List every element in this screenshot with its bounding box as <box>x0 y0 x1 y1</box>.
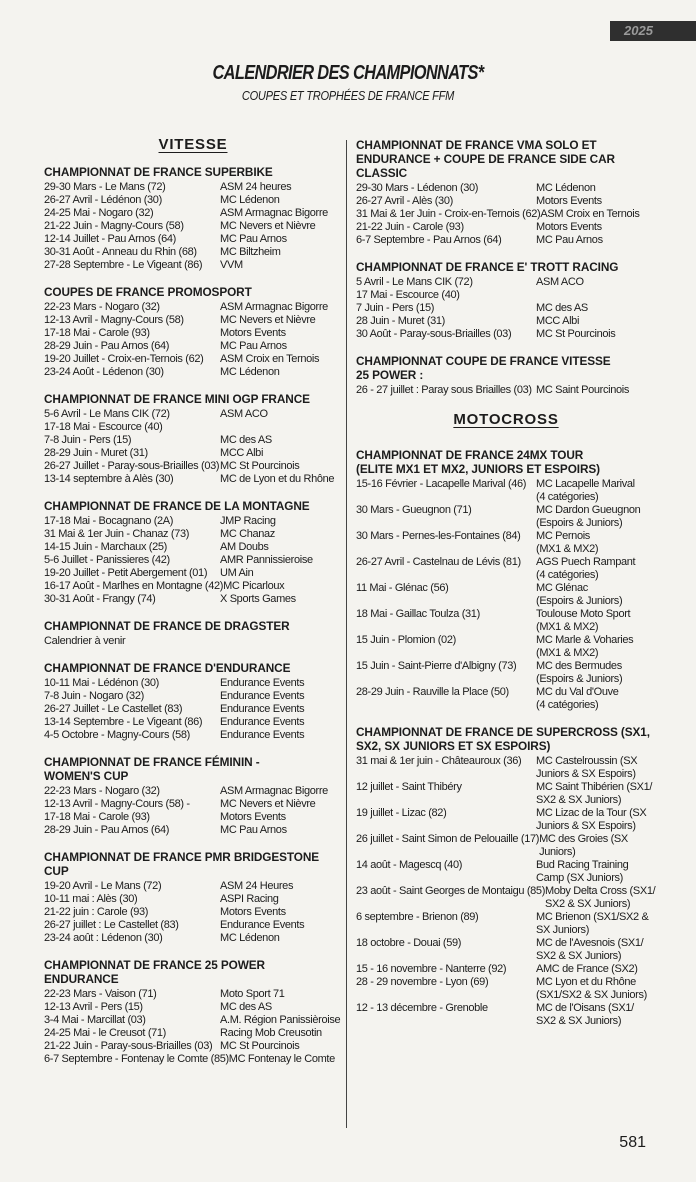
event-club: ASPI Racing <box>220 893 279 905</box>
event-row <box>356 504 656 530</box>
event-club: MC Nevers et Nièvre <box>220 798 316 810</box>
event-club: Endurance Events <box>220 703 305 715</box>
left-column <box>44 138 342 1079</box>
event-row <box>44 301 342 314</box>
event-row <box>356 384 656 397</box>
event-date-location: 28-29 Juin - Rauville la Place (50) <box>356 686 509 698</box>
event-club: MC des AS <box>220 1001 272 1013</box>
event-date-location: 5-6 Juillet - Panissieres (42) <box>44 554 170 566</box>
championship-block <box>356 260 656 341</box>
event-club: AMC de France (SX2) <box>536 963 638 975</box>
event-date-location: 4-5 Octobre - Magny-Cours (58) <box>44 729 190 741</box>
page-title: CALENDRIER DES CHAMPIONNATS* <box>212 62 484 84</box>
event-club: Toulouse Moto Sport (MX1 & MX2) <box>536 608 631 633</box>
event-row <box>356 315 656 328</box>
event-club: MC de l'Avesnois (SX1/ SX2 & SX Juniors) <box>536 937 644 962</box>
event-date-location: 19 juillet - Lizac (82) <box>356 807 447 819</box>
event-date-location: 12 juillet - Saint Thibéry <box>356 781 462 793</box>
event-row <box>356 302 656 315</box>
championship-title: CHAMPIONNAT DE FRANCE MINI OGP FRANCE <box>44 392 310 406</box>
event-club: AM Doubs <box>220 541 269 553</box>
event-club: MC des Groies (SX Juniors) <box>539 833 628 858</box>
event-row <box>44 785 342 798</box>
event-club: Motors Events <box>536 195 602 207</box>
event-date-location: 15 Juin - Plomion (02) <box>356 634 456 646</box>
event-club: ASM 24 Heures <box>220 880 294 892</box>
event-row <box>44 703 342 716</box>
event-club: AMR Pannissieroise <box>220 554 313 566</box>
event-club: Motors Events <box>220 327 286 339</box>
championship-block <box>356 725 656 1028</box>
event-row <box>44 1053 342 1066</box>
event-club: UM Ain <box>220 567 254 579</box>
event-date-location: 22-23 Mars - Nogaro (32) <box>44 785 160 797</box>
event-row <box>44 880 342 893</box>
event-date-location: 12-14 Juillet - Pau Arnos (64) <box>44 233 176 245</box>
event-date-location: 26-27 Avril - Lédénon (30) <box>44 194 162 206</box>
event-club: MC de l'Oisans (SX1/ SX2 & SX Juniors) <box>536 1002 634 1027</box>
event-club: MC St Pourcinois <box>220 1040 300 1052</box>
event-date-location: 26-27 juillet : Le Castellet (83) <box>44 919 179 931</box>
event-date-location: 17-18 Mai - Carole (93) <box>44 811 150 823</box>
event-club: MC des Bermudes (Espoirs & Juniors) <box>536 660 623 685</box>
event-club <box>220 421 342 434</box>
event-date-location: 29-30 Mars - Le Mans (72) <box>44 181 166 193</box>
event-club: MC Chanaz <box>220 528 275 540</box>
event-row <box>44 515 342 528</box>
championship-title: CHAMPIONNAT DE FRANCE VMA SOLO ET ENDURANCE + COUPE DE FRANCE SIDE CAR CLASSIC <box>356 138 615 180</box>
event-date-location: 12 - 13 décembre - Grenoble <box>356 1002 488 1014</box>
event-club: Endurance Events <box>220 677 305 689</box>
championship-title: CHAMPIONNAT DE FRANCE DE LA MONTAGNE <box>44 499 310 513</box>
event-date-location: 30 Août - Paray-sous-Briailles (03) <box>356 328 512 340</box>
event-date-location: 24-25 Mai - le Creusot (71) <box>44 1027 166 1039</box>
event-date-location: 19-20 Juillet - Croix-en-Ternois (62) <box>44 353 204 365</box>
event-date-location: 21-22 Juin - Paray-sous-Briailles (03) <box>44 1040 213 1052</box>
championship-block <box>44 285 342 379</box>
event-date-location: 14 août - Magescq (40) <box>356 859 463 871</box>
event-club: MC St Pourcinois <box>536 328 616 340</box>
event-row <box>44 194 342 207</box>
championship-title: CHAMPIONNAT COUPE DE FRANCE VITESSE 25 POWER : <box>356 354 611 382</box>
event-club: MC Dardon Gueugnon (Espoirs & Juniors) <box>536 504 641 529</box>
right-column <box>356 138 656 1041</box>
event-row <box>356 911 656 937</box>
event-date-location: 15 - 16 novembre - Nanterre (92) <box>356 963 507 975</box>
event-row <box>356 530 656 556</box>
event-row <box>44 690 342 703</box>
event-row <box>44 893 342 906</box>
championship-title: CHAMPIONNAT DE FRANCE FÉMININ - WOMEN'S CUP <box>44 755 260 783</box>
event-row <box>44 473 342 486</box>
event-row <box>44 327 342 340</box>
event-date-location: 17-18 Mai - Escource (40) <box>44 421 163 433</box>
section-heading-motocross: MOTOCROSS <box>453 411 559 428</box>
event-club: MC Pau Arnos <box>536 234 603 246</box>
event-club: MC Fontenay le Comte <box>228 1053 335 1065</box>
event-row <box>356 1002 656 1028</box>
championship-block <box>44 958 342 1066</box>
championship-title: CHAMPIONNAT DE FRANCE PMR BRIDGESTONE CUP <box>44 850 320 878</box>
event-row <box>44 811 342 824</box>
event-row <box>44 580 342 593</box>
event-row <box>44 919 342 932</box>
event-row <box>356 195 656 208</box>
event-date-location: 21-22 juin : Carole (93) <box>44 906 149 918</box>
event-row <box>356 289 656 302</box>
event-row <box>356 937 656 963</box>
event-row <box>44 554 342 567</box>
event-row <box>44 207 342 220</box>
championship-block <box>44 165 342 272</box>
event-row <box>44 906 342 919</box>
event-row <box>44 421 342 434</box>
event-club: A.M. Région Panissièroise <box>220 1014 341 1026</box>
event-row <box>356 556 656 582</box>
event-date-location: 13-14 Septembre - Le Vigeant (86) <box>44 716 203 728</box>
event-club: Racing Mob Creusotin <box>220 1027 322 1039</box>
event-date-location: 28 Juin - Muret (31) <box>356 315 445 327</box>
event-club: MC des AS <box>220 434 272 446</box>
event-club: MC Castelroussin (SX Juniors & SX Espoirs) <box>536 755 638 780</box>
event-date-location: 12-13 Avril - Magny-Cours (58) <box>44 314 184 326</box>
championship-block <box>356 138 656 247</box>
event-date-location: 31 Mai & 1er Juin - Croix-en-Ternois (62) <box>356 208 541 220</box>
event-row <box>356 781 656 807</box>
event-row <box>44 220 342 233</box>
event-club: Bud Racing Training Camp (SX Juniors) <box>536 859 629 884</box>
event-row <box>356 182 656 195</box>
championship-block <box>356 448 656 712</box>
event-club: MC de Lyon et du Rhône <box>220 473 335 485</box>
event-date-location: 21-22 Juin - Carole (93) <box>356 221 464 233</box>
championship-note: Calendrier à venir <box>44 635 126 647</box>
event-date-location: 23-24 août : Lédenon (30) <box>44 932 163 944</box>
event-club <box>536 289 656 302</box>
event-date-location: 19-20 Avril - Le Mans (72) <box>44 880 162 892</box>
event-row <box>44 314 342 327</box>
event-row <box>44 460 342 473</box>
event-row <box>44 677 342 690</box>
championship-title: CHAMPIONNAT DE FRANCE 24MX TOUR (ELITE MX1 ET MX2, JUNIORS ET ESPOIRS) <box>356 448 600 476</box>
event-row <box>44 798 342 811</box>
event-date-location: 26-27 Juillet - Paray-sous-Briailles (03) <box>44 460 220 472</box>
event-row <box>44 353 342 366</box>
event-date-location: 18 Mai - Gaillac Toulza (31) <box>356 608 480 620</box>
event-date-location: 26-27 Avril - Alès (30) <box>356 195 453 207</box>
event-club: ASM 24 heures <box>220 181 292 193</box>
event-club: MC Lacapelle Marival (4 catégories) <box>536 478 635 503</box>
event-row <box>44 932 342 945</box>
event-club: MC Lizac de la Tour (SX Juniors & SX Espoirs) <box>536 807 647 832</box>
event-row <box>44 340 342 353</box>
event-row <box>44 528 342 541</box>
event-row <box>356 859 656 885</box>
championship-title: CHAMPIONNAT DE FRANCE 25 POWER ENDURANCE <box>44 958 265 986</box>
event-row <box>44 434 342 447</box>
event-club: Endurance Events <box>220 729 305 741</box>
event-date-location: 13-14 septembre à Alès (30) <box>44 473 174 485</box>
event-club: Motors Events <box>536 221 602 233</box>
event-club: ASM Armagnac Bigorre <box>220 301 328 313</box>
event-date-location: 19-20 Juillet - Petit Abergement (01) <box>44 567 208 579</box>
event-date-location: 6 septembre - Brienon (89) <box>356 911 479 923</box>
event-club: VVM <box>220 259 243 271</box>
event-date-location: 18 octobre - Douai (59) <box>356 937 462 949</box>
event-date-location: 17-18 Mai - Bocagnano (2A) <box>44 515 174 527</box>
event-row <box>44 988 342 1001</box>
event-club: MC Pau Arnos <box>220 233 287 245</box>
event-date-location: 30 Mars - Pernes-les-Fontaines (84) <box>356 530 521 542</box>
championship-block <box>44 755 342 837</box>
championship-block <box>44 619 342 648</box>
event-row <box>44 259 342 272</box>
event-date-location: 30 Mars - Gueugnon (71) <box>356 504 472 516</box>
event-club: ASM Croix en Ternois <box>540 208 640 220</box>
event-date-location: 28-29 Juin - Pau Arnos (64) <box>44 340 170 352</box>
championship-block <box>44 661 342 742</box>
event-club: MC Pau Arnos <box>220 824 287 836</box>
event-club: ASM Armagnac Bigorre <box>220 207 328 219</box>
event-row <box>356 276 656 289</box>
event-date-location: 28-29 Juin - Muret (31) <box>44 447 148 459</box>
event-date-location: 15 Juin - Saint-Pierre d'Albigny (73) <box>356 660 517 672</box>
event-row <box>356 963 656 976</box>
event-date-location: 10-11 mai : Alès (30) <box>44 893 138 905</box>
event-row <box>44 447 342 460</box>
event-row <box>356 755 656 781</box>
championship-title: CHAMPIONNAT DE FRANCE DE DRAGSTER <box>44 619 290 633</box>
event-row <box>356 833 656 859</box>
event-club: MC Saint Thibérien (SX1/ SX2 & SX Juniors) <box>536 781 653 806</box>
section-heading-vitesse: VITESSE <box>158 136 228 153</box>
event-row <box>44 593 342 606</box>
event-date-location: 6-7 Septembre - Fontenay le Comte (85) <box>44 1053 229 1065</box>
event-date-location: 12-13 Avril - Pers (15) <box>44 1001 143 1013</box>
event-club: MC Brienon (SX1/SX2 & SX Juniors) <box>536 911 649 936</box>
event-date-location: 5 Avril - Le Mans CIK (72) <box>356 276 473 288</box>
event-date-location: 7-8 Juin - Nogaro (32) <box>44 690 144 702</box>
event-club: MC Marle & Voharies (MX1 & MX2) <box>536 634 634 659</box>
event-club: MC Lédenon <box>220 932 280 944</box>
event-row <box>356 208 656 221</box>
event-date-location: 12-13 Avril - Magny-Cours (58) - <box>44 798 190 810</box>
event-club: Endurance Events <box>220 690 305 702</box>
event-date-location: 27-28 Septembre - Le Vigeant (86) <box>44 259 203 271</box>
event-date-location: 26 - 27 juillet : Paray sous Briailles (03) <box>356 384 532 396</box>
event-club: AGS Puech Rampant (4 catégories) <box>536 556 636 581</box>
event-club: MC Lédenon <box>220 194 280 206</box>
event-date-location: 7-8 Juin - Pers (15) <box>44 434 132 446</box>
event-club: Motors Events <box>220 811 286 823</box>
championship-title: CHAMPIONNAT DE FRANCE DE SUPERCROSS (SX1, SX2, SX JUNIORS ET SX ESPOIRS) <box>356 725 650 753</box>
event-date-location: 17-18 Mai - Carole (93) <box>44 327 150 339</box>
event-club: MCC Albi <box>220 447 264 459</box>
year-tab: 2025 <box>610 21 696 41</box>
event-club: MC Lédenon <box>536 182 596 194</box>
event-club: MC St Pourcinois <box>220 460 300 472</box>
event-date-location: 17 Mai - Escource (40) <box>356 289 460 301</box>
event-club: ASM ACO <box>220 408 268 420</box>
event-date-location: 16-17 Août - Marlhes en Montagne (42) <box>44 580 224 592</box>
event-club: MC Pernois (MX1 & MX2) <box>536 530 599 555</box>
event-club: MCC Albi <box>536 315 580 327</box>
championship-title: COUPES DE FRANCE PROMOSPORT <box>44 285 252 299</box>
event-row <box>44 246 342 259</box>
page-number: 581 <box>619 1134 646 1151</box>
event-row <box>44 567 342 580</box>
event-date-location: 23-24 Août - Lédenon (30) <box>44 366 164 378</box>
event-date-location: 14-15 Juin - Marchaux (25) <box>44 541 167 553</box>
event-date-location: 7 Juin - Pers (15) <box>356 302 435 314</box>
column-divider <box>346 140 347 1128</box>
event-date-location: 24-25 Mai - Nogaro (32) <box>44 207 154 219</box>
event-club: MC des AS <box>536 302 588 314</box>
event-date-location: 29-30 Mars - Lédenon (30) <box>356 182 479 194</box>
event-club: Endurance Events <box>220 919 305 931</box>
event-date-location: 15-16 Février - Lacapelle Marival (46) <box>356 478 527 490</box>
event-club: MC Biltzheim <box>220 246 281 258</box>
event-date-location: 26-27 Avril - Castelnau de Lévis (81) <box>356 556 521 568</box>
event-date-location: 28-29 Juin - Pau Arnos (64) <box>44 824 170 836</box>
event-row <box>44 233 342 246</box>
event-row <box>356 634 656 660</box>
event-club: Endurance Events <box>220 716 305 728</box>
event-date-location: 10-11 Mai - Lédénon (30) <box>44 677 159 689</box>
event-club: MC Lédenon <box>220 366 280 378</box>
championship-title: CHAMPIONNAT DE FRANCE D'ENDURANCE <box>44 661 291 675</box>
event-club: JMP Racing <box>220 515 276 527</box>
event-date-location: 6-7 Septembre - Pau Arnos (64) <box>356 234 502 246</box>
event-date-location: 31 Mai & 1er Juin - Chanaz (73) <box>44 528 190 540</box>
event-date-location: 30-31 Août - Frangy (74) <box>44 593 156 605</box>
championship-title: CHAMPIONNAT DE FRANCE SUPERBIKE <box>44 165 273 179</box>
event-row <box>44 1014 342 1027</box>
event-row <box>356 234 656 247</box>
event-row <box>356 328 656 341</box>
event-date-location: 26 juillet - Saint Simon de Pelouaille (17) <box>356 833 540 845</box>
event-club: MC du Val d'Ouve (4 catégories) <box>536 686 619 711</box>
event-club: X Sports Games <box>220 593 296 605</box>
event-row <box>44 729 342 742</box>
event-row <box>356 885 656 911</box>
event-club: ASM ACO <box>536 276 584 288</box>
event-row <box>44 1001 342 1014</box>
championship-block <box>356 354 656 397</box>
event-club: MC Nevers et Nièvre <box>220 220 316 232</box>
event-date-location: 22-23 Mars - Nogaro (32) <box>44 301 160 313</box>
event-row <box>44 1027 342 1040</box>
event-date-location: 31 mai & 1er juin - Châteauroux (36) <box>356 755 522 767</box>
event-club: ASM Croix en Ternois <box>220 353 320 365</box>
event-date-location: 21-22 Juin - Magny-Cours (58) <box>44 220 184 232</box>
event-row <box>356 686 656 712</box>
championship-title: CHAMPIONNAT DE FRANCE E' TROTT RACING <box>356 260 619 274</box>
event-row <box>44 541 342 554</box>
event-date-location: 11 Mai - Glénac (56) <box>356 582 449 594</box>
event-row <box>356 660 656 686</box>
event-row <box>356 582 656 608</box>
event-club: MC Nevers et Nièvre <box>220 314 316 326</box>
championship-block <box>44 499 342 606</box>
championship-block <box>44 850 342 945</box>
event-date-location: 23 août - Saint Georges de Montaigu (85) <box>356 885 546 897</box>
page-subtitle: COUPES ET TROPHÉES DE FRANCE FFM <box>241 88 455 103</box>
event-club: Moby Delta Cross (SX1/ SX2 & SX Juniors) <box>545 885 656 910</box>
championship-block <box>44 392 342 486</box>
event-row <box>44 366 342 379</box>
event-club: MC Glénac (Espoirs & Juniors) <box>536 582 623 607</box>
event-date-location: 26-27 Juillet - Le Castellet (83) <box>44 703 183 715</box>
event-row <box>44 1040 342 1053</box>
event-club: MC Picarloux <box>223 580 285 592</box>
event-row <box>356 478 656 504</box>
event-club: Moto Sport 71 <box>220 988 285 1000</box>
event-date-location: 3-4 Mai - Marcillat (03) <box>44 1014 146 1026</box>
event-row <box>44 181 342 194</box>
event-date-location: 28 - 29 novembre - Lyon (69) <box>356 976 489 988</box>
event-date-location: 22-23 Mars - Vaison (71) <box>44 988 157 1000</box>
event-club: MC Lyon et du Rhône (SX1/SX2 & SX Juniors) <box>536 976 647 1001</box>
event-date-location: 30-31 Août - Anneau du Rhin (68) <box>44 246 197 258</box>
event-club: ASM Armagnac Bigorre <box>220 785 328 797</box>
event-date-location: 5-6 Avril - Le Mans CIK (72) <box>44 408 170 420</box>
event-club: Motors Events <box>220 906 286 918</box>
event-club: MC Pau Arnos <box>220 340 287 352</box>
event-row <box>356 221 656 234</box>
event-club: MC Saint Pourcinois <box>536 384 630 396</box>
event-row <box>44 716 342 729</box>
event-row <box>356 976 656 1002</box>
event-row <box>44 408 342 421</box>
event-row <box>44 824 342 837</box>
event-row <box>356 608 656 634</box>
event-row <box>356 807 656 833</box>
